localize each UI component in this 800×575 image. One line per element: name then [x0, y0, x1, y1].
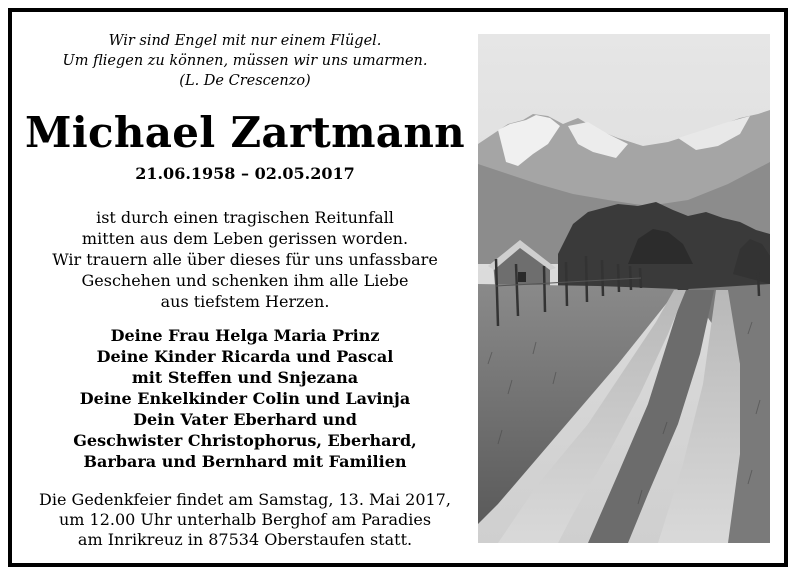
photo-drawing: [478, 34, 770, 543]
mourner-line: Deine Frau Helga Maria Prinz: [110, 326, 380, 345]
obituary-notice: [8, 8, 788, 567]
quote-line: Um fliegen zu können, müssen wir uns umarmen.: [62, 53, 428, 69]
mourner-line: Barbara und Bernhard mit Familien: [83, 452, 407, 471]
mourner-line: Deine Kinder Ricarda und Pascal: [96, 347, 394, 366]
message-line: mitten aus dem Leben gerissen worden.: [81, 229, 409, 248]
message-line: Wir trauern alle über dieses für uns unfassbare: [52, 250, 438, 269]
memorial-service-info: [12, 490, 478, 550]
quote-line: Wir sind Engel mit nur einem Flügel.: [108, 33, 382, 49]
death-message: [12, 207, 478, 312]
mountain-landscape-photo: [478, 34, 770, 543]
service-line: um 12.00 Uhr unterhalb Berghof am Paradies: [58, 510, 432, 529]
mourner-line: Geschwister Christophorus, Eberhard,: [73, 431, 417, 450]
service-line: am Inrikreuz in 87534 Oberstaufen statt.: [77, 530, 413, 549]
text-column: [12, 12, 478, 563]
mourner-line: mit Steffen und Snjezana: [131, 368, 359, 387]
memorial-quote: [12, 31, 478, 91]
mourner-line: Dein Vater Eberhard und: [133, 410, 357, 429]
message-line: aus tiefstem Herzen.: [160, 292, 330, 311]
message-line: Geschehen und schenken ihm alle Liebe: [81, 271, 409, 290]
service-line: Die Gedenkfeier findet am Samstag, 13. Mai 2017,: [39, 490, 451, 509]
deceased-name: Michael Zartmann: [25, 108, 465, 157]
life-dates: 21.06.1958 – 02.05.2017: [135, 164, 355, 183]
mourners-list: [12, 325, 478, 472]
message-line: ist durch einen tragischen Reitunfall: [96, 208, 394, 227]
mourner-line: Deine Enkelkinder Colin und Lavinja: [79, 389, 411, 408]
quote-attribution: (L. De Crescenzo): [179, 73, 311, 89]
